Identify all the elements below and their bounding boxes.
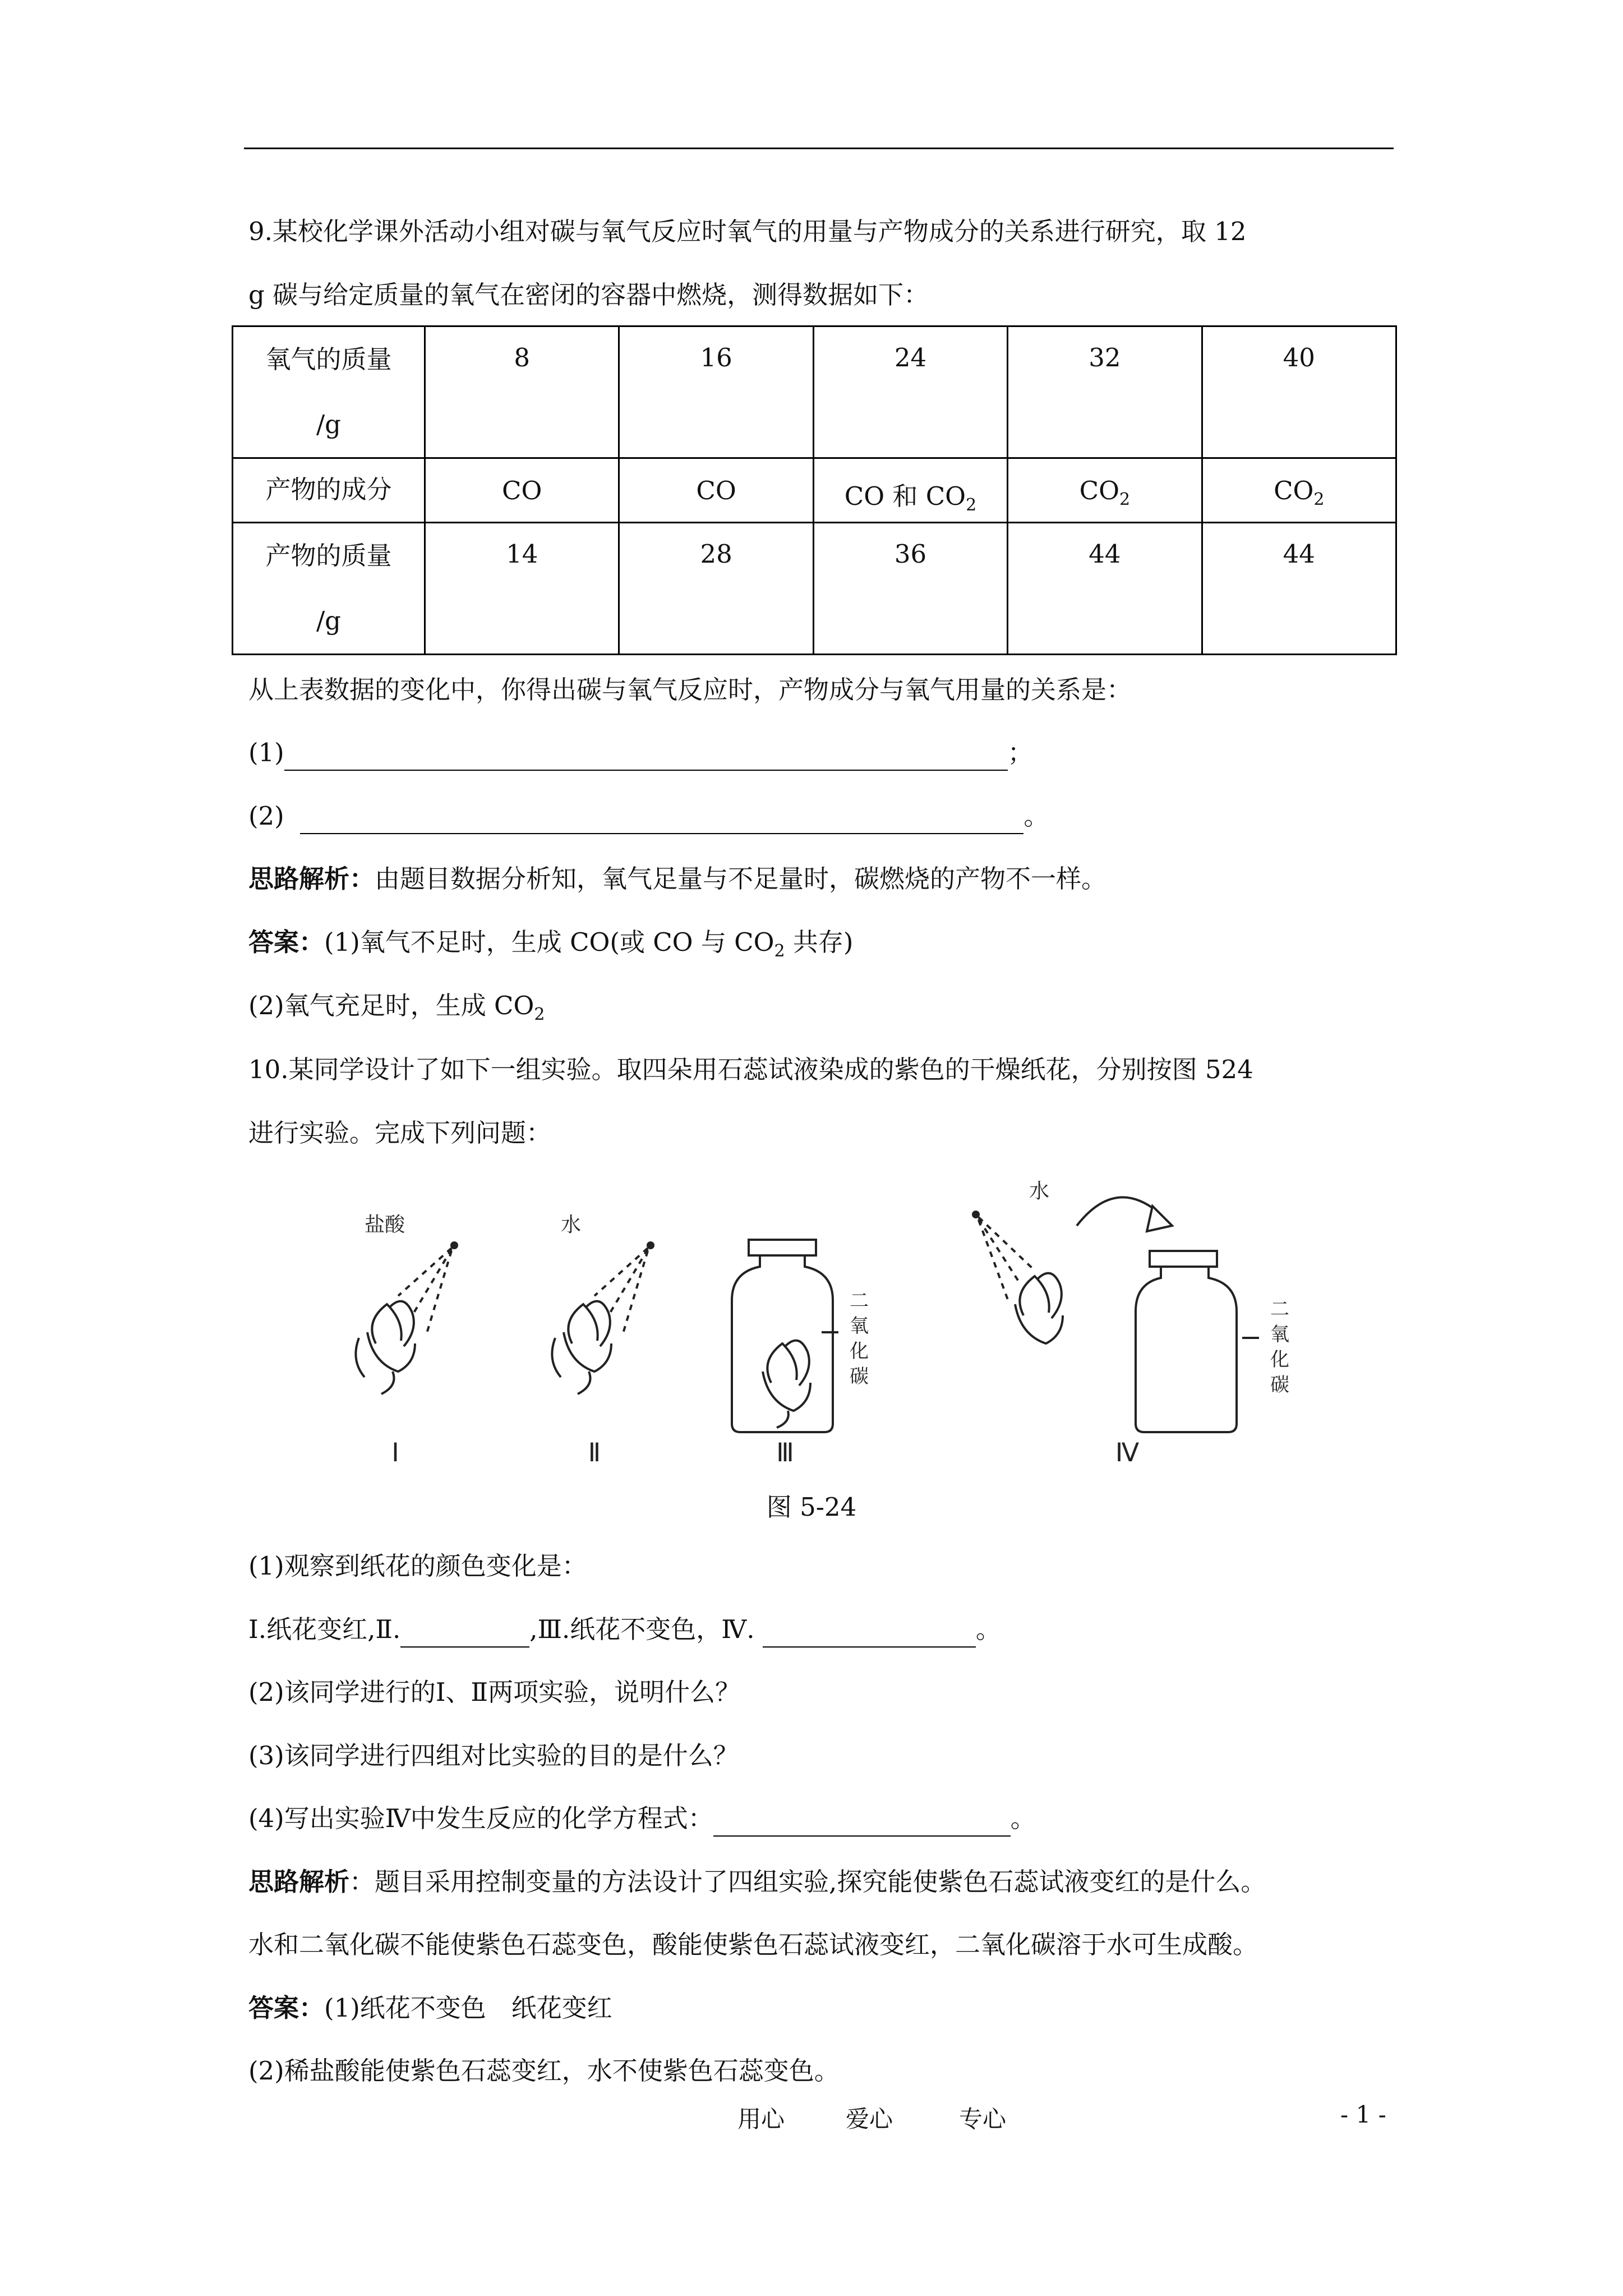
experiment-figure: [314, 1170, 1324, 1473]
jar-icon: [1136, 1267, 1237, 1432]
label-co2-char: 氧: [1270, 1324, 1289, 1345]
figure-caption: 图 5-24: [766, 1492, 857, 1522]
flower-icon: [356, 1301, 415, 1394]
footer-motto-1: 用心: [737, 2105, 785, 2133]
label-water: 水: [561, 1213, 582, 1236]
q10-answer1: 答案：(1)纸花不变色 纸花变红: [248, 1993, 612, 2023]
q9-blank2: (2) 。: [248, 799, 1049, 834]
spray-icon: [979, 1217, 1032, 1304]
footer-motto-3: 专心: [959, 2105, 1007, 2133]
flower-icon: [552, 1301, 611, 1394]
numeral-4: Ⅳ: [1115, 1438, 1140, 1467]
numeral-3: Ⅲ: [776, 1438, 794, 1467]
label-hcl: 盐酸: [365, 1213, 405, 1236]
q10-answer2: (2)稀盐酸能使紫色石蕊变红，水不使紫色石蕊变色。: [248, 2056, 840, 2086]
numeral-1: Ⅰ: [391, 1438, 399, 1467]
label-water: 水: [1029, 1180, 1050, 1202]
table-cell: $CO_2$: [1008, 458, 1202, 523]
spray-icon: [398, 1248, 451, 1335]
q10-analysis-line1: 思路解析：题目采用控制变量的方法设计了四组实验,探究能使紫色石蕊试液变红的是什么。: [248, 1867, 1266, 1897]
page-number: - 1 -: [1340, 2101, 1386, 2128]
answer-blank[interactable]: [284, 736, 1008, 771]
table-header-product-mass: 产物的质量 /g: [233, 523, 425, 655]
table-cell: 8: [425, 326, 619, 458]
label-co2-char: 二: [850, 1291, 869, 1312]
table-cell: 40: [1202, 326, 1396, 458]
q10-analysis-line2: 水和二氧化碳不能使紫色石蕊变色，酸能使紫色石蕊试液变红，二氧化碳溶于水可生成酸。: [248, 1930, 1258, 1959]
table-row: [233, 523, 1396, 655]
label-co2-char: 化: [1270, 1350, 1289, 1370]
table-cell: CO: [619, 458, 813, 523]
q10-stem-line1: 10.某同学设计了如下一组实验。取四朵用石蕊试液染成的紫色的干燥纸花，分别按图 524: [248, 1055, 1253, 1084]
q10-sub3: (3)该同学进行四组对比实验的目的是什么？: [248, 1741, 739, 1770]
q9-answer2: (2)氧气充足时，生成 $CO_2$: [248, 991, 545, 1024]
q9-analysis: 思路解析：由题目数据分析知，氧气足量与不足量时，碳燃烧的产物不一样。: [248, 864, 1107, 894]
experiment-3: [732, 1240, 869, 1467]
table-header-product: 产物的成分: [233, 458, 425, 523]
label-co2-char: 碳: [850, 1366, 869, 1387]
answer-blank[interactable]: [763, 1613, 976, 1648]
q10-sub4: (4)写出实验Ⅳ中发生反应的化学方程式： 。: [248, 1802, 1036, 1837]
answer-blank[interactable]: [300, 799, 1023, 834]
table-row: [233, 458, 1396, 523]
q10-sub2: (2)该同学进行的Ⅰ、Ⅱ两项实验，说明什么？: [248, 1677, 741, 1707]
oxygen-product-table: [232, 325, 1397, 655]
experiment-1: [356, 1213, 457, 1467]
q9-blank1: (1) ；: [248, 736, 1033, 771]
q10-sub1-answers: Ⅰ.纸花变红,Ⅱ. ,Ⅲ.纸花不变色，Ⅳ. 。: [248, 1613, 1001, 1648]
spray-nozzle-icon: [451, 1243, 457, 1248]
spray-nozzle-icon: [648, 1243, 653, 1248]
table-cell: 36: [813, 523, 1007, 655]
q9-stem-line1: 9.某校化学课外活动小组对碳与氧气反应时氧气的用量与产物成分的关系进行研究，取 12: [248, 217, 1247, 246]
footer-motto-2: 爱心: [846, 2105, 893, 2133]
table-cell: 28: [619, 523, 813, 655]
table-cell: CO: [425, 458, 619, 523]
table-cell: CO 和 $CO_2$: [813, 458, 1007, 523]
table-cell: 32: [1008, 326, 1202, 458]
label-co2-char: 碳: [1270, 1375, 1289, 1396]
q9-prompt: 从上表数据的变化中，你得出碳与氧气反应时，产物成分与氧气用量的关系是：: [248, 675, 1132, 705]
table-cell: 44: [1202, 523, 1396, 655]
experiment-2: [552, 1213, 653, 1467]
table-row: [233, 326, 1396, 458]
table-cell: 24: [813, 326, 1007, 458]
jar-lid-icon: [749, 1240, 816, 1255]
flower-icon: [763, 1341, 810, 1428]
q10-stem-line2: 进行实验。完成下列问题：: [248, 1118, 552, 1148]
answer-blank[interactable]: [713, 1802, 1011, 1837]
table-cell: $CO_2$: [1202, 458, 1396, 523]
arrow-head-icon: [1147, 1206, 1172, 1231]
table-cell: 44: [1008, 523, 1202, 655]
experiment-4: [973, 1180, 1289, 1467]
q9-answer1: 答案：(1)氧气不足时，生成 CO(或 CO 与 $CO_2$ 共存): [248, 927, 854, 961]
flower-icon: [1015, 1273, 1063, 1343]
numeral-2: Ⅱ: [588, 1438, 601, 1467]
table-cell: 14: [425, 523, 619, 655]
jar-lid-icon: [1150, 1251, 1217, 1267]
spray-nozzle-icon: [973, 1212, 979, 1217]
label-co2-char: 氧: [850, 1316, 869, 1337]
answer-blank[interactable]: [400, 1613, 529, 1648]
table-header-oxygen-mass: 氧气的质量 /g: [233, 326, 425, 458]
q9-stem-line2: g 碳与给定质量的氧气在密闭的容器中燃烧，测得数据如下：: [248, 280, 929, 310]
spray-icon: [594, 1248, 648, 1335]
label-co2-char: 化: [850, 1341, 869, 1362]
table-cell: 16: [619, 326, 813, 458]
q10-sub1: (1)观察到纸花的颜色变化是：: [248, 1551, 587, 1581]
header-rule: [244, 148, 1394, 149]
label-co2-char: 二: [1270, 1299, 1289, 1320]
